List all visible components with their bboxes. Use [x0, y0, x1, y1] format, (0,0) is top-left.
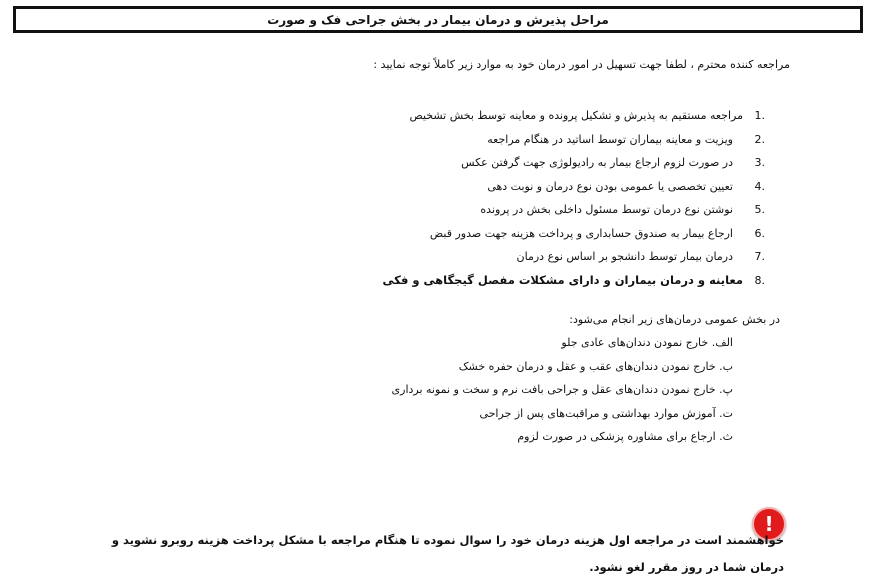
- step-text: نوشتن نوع درمان توسط مسئول داخلی بخش در پرونده: [480, 203, 733, 217]
- general-item: ت. آموزش موارد بهداشتی و مراقبت‌های پس از جراحی: [479, 406, 733, 420]
- step-item-4: [383, 175, 765, 199]
- title-box: [13, 6, 863, 33]
- step-number: .6: [754, 226, 765, 240]
- general-item: پ. خارج نمودن دندان‌های عقل و جراحی بافت نرم و سخت و نمونه برداری: [391, 383, 733, 397]
- step-item-3: [383, 151, 765, 175]
- exclamation-glyph: !: [764, 512, 774, 536]
- step-number: .8: [754, 273, 765, 287]
- payment-notice: خواهشمند است در مراجعه اول هزینه درمان خود را سوال نموده تا هنگام مراجعه با مشکل پرداخت هزینه روبرو نشوید و درمان شما در روز مقرر لغو نشود.: [111, 533, 784, 574]
- general-section-heading: در بخش عمومی درمان‌های زیر انجام می‌شود:: [569, 313, 780, 326]
- step-text: ویزیت و معاینه بیماران توسط اساتید در هنگام مراجعه: [487, 132, 733, 146]
- step-number: .5: [754, 203, 765, 217]
- step-item-7: [383, 245, 765, 269]
- page-title: مراحل پذیرش و درمان بیمار در بخش جراحی فک و صورت: [267, 12, 609, 27]
- step-number: .4: [754, 179, 765, 193]
- intro-text: مراجعه کننده محترم ، لطفا جهت تسهیل در امور درمان خود به موارد زیر کاملاً توجه نمایید :: [373, 58, 790, 71]
- step-text: درمان بیمار توسط دانشجو بر اساس نوع درمان: [516, 250, 733, 264]
- step-item-8: [383, 269, 765, 293]
- step-text: معاینه و درمان بیماران و دارای مشکلات مفصل گیجگاهی و فکی: [382, 273, 743, 288]
- step-number: .2: [754, 132, 765, 146]
- step-text: ارجاع بیمار به صندوق حسابداری و پرداخت هزینه جهت صدور قبض: [429, 226, 733, 240]
- step-number: .3: [754, 156, 765, 170]
- general-item: ب. خارج نمودن دندان‌های عقب و عقل و درمان حفره خشک: [458, 359, 733, 373]
- step-number: .7: [754, 250, 765, 264]
- step-text: در صورت لزوم ارجاع بیمار به رادیولوژی جهت گرفتن عکس: [461, 156, 733, 170]
- step-item-1: [383, 104, 765, 128]
- general-item: ث. ارجاع برای مشاوره پزشکی در صورت لزوم: [517, 430, 733, 444]
- step-item-6: [383, 222, 765, 246]
- step-text: تعیین تخصصی یا عمومی بودن نوع درمان و نوبت دهی: [487, 179, 733, 193]
- step-item-5: [383, 198, 765, 222]
- step-item-2: [383, 128, 765, 152]
- step-number: .1: [754, 109, 765, 123]
- step-text: مراجعه مستقیم به پذیرش و تشکیل پرونده و معاینه توسط بخش تشخیص: [409, 109, 743, 123]
- general-treatments-list: [392, 331, 733, 449]
- steps-list: [383, 104, 765, 292]
- general-item: الف. خارج نمودن دندان‌های عادی جلو: [561, 336, 733, 350]
